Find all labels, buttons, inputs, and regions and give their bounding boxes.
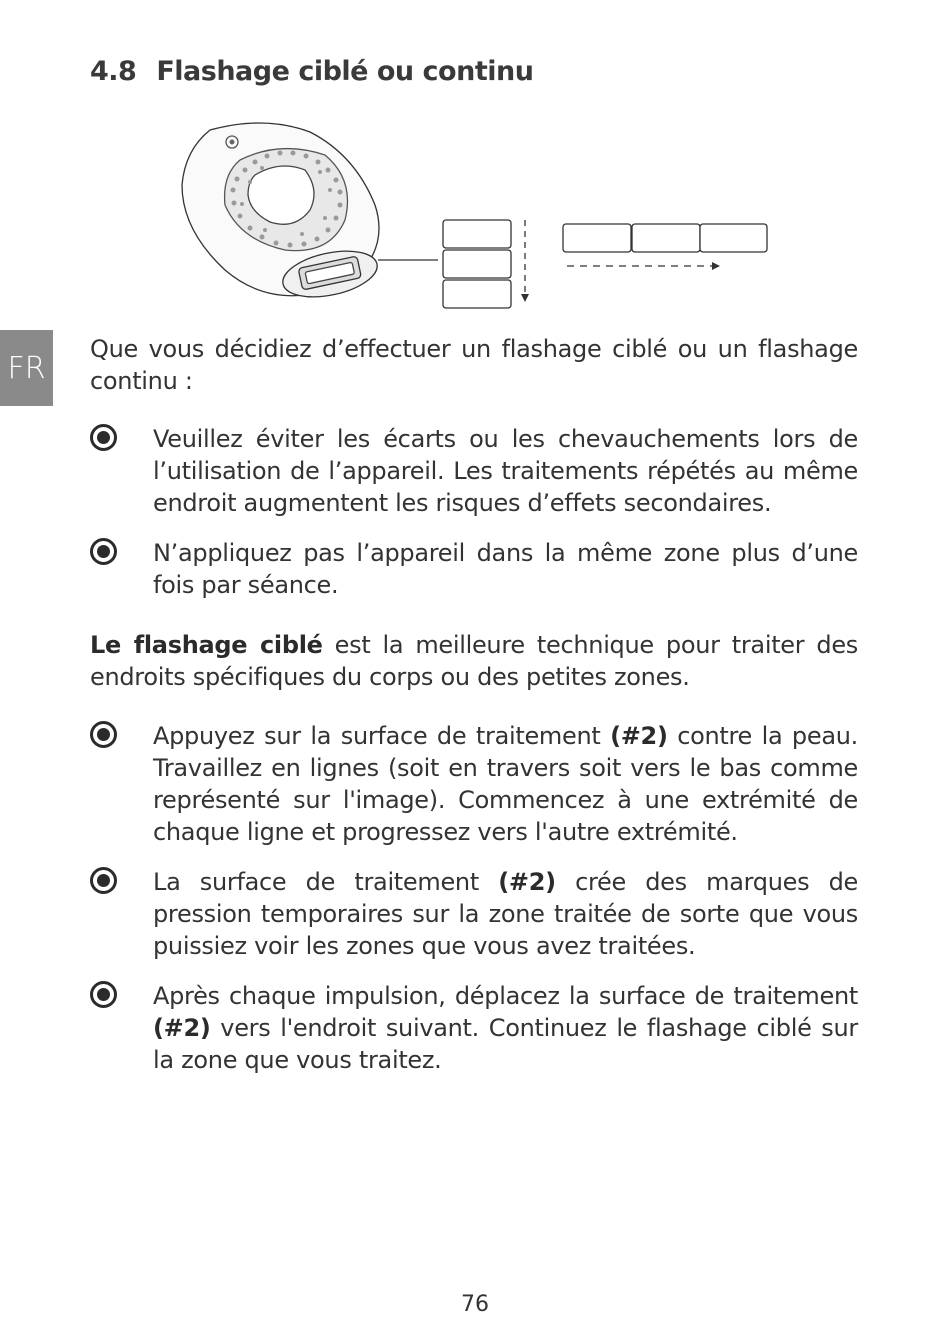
section-heading	[90, 56, 533, 87]
warning-text: N’appliquez pas l’appareil dans la même zone plus d’une fois par séance.	[153, 539, 858, 599]
right-arrow	[567, 262, 720, 270]
step-text: Après chaque impulsion, déplacez la surface de traitement (#2) vers l'endroit suivant. Continuez le flashage ciblé sur la zone que vous traitez.	[153, 982, 858, 1074]
warning-text: Veuillez éviter les écarts ou les chevauchements lors de l’utilisation de l’appareil. Les traitements répétés au même endroit augmentent les risques d’effets secondaires.	[153, 425, 858, 517]
step-text: Appuyez sur la surface de traitement (#2) contre la peau. Travaillez en lignes (soit en travers soit vers le bas comme représenté sur l'image). Commencez à une extrémité de chaque ligne et progressez vers l'autre extrémité.	[153, 722, 858, 846]
section-number: 4.8	[90, 56, 137, 87]
target-bullet-icon	[90, 867, 117, 894]
targeted-flash-term: Le flashage ciblé	[90, 631, 323, 659]
horizontal-flash-zones	[563, 224, 767, 252]
device-drawing	[182, 123, 438, 305]
warning-item	[90, 423, 858, 519]
language-tab: FR	[0, 330, 53, 406]
vertical-flash-zones	[443, 220, 511, 308]
part-reference: (#2)	[153, 1014, 211, 1042]
warning-item	[90, 537, 858, 601]
step-item	[90, 866, 858, 962]
targeted-flash-paragraph	[90, 629, 858, 693]
down-arrow	[521, 220, 529, 302]
step-item	[90, 720, 858, 848]
part-reference: (#2)	[610, 722, 668, 750]
target-bullet-icon	[90, 424, 117, 451]
device-illustration	[170, 110, 790, 320]
section-title: Flashage ciblé ou continu	[156, 56, 534, 87]
target-bullet-icon	[90, 538, 117, 565]
step-item	[90, 980, 858, 1076]
part-reference: (#2)	[498, 868, 556, 896]
step-text: La surface de traitement (#2) crée des marques de pression temporaires sur la zone traitée de sorte que vous puissiez voir les zones que vous avez traitées.	[153, 868, 858, 960]
targeted-flash-description: est la meilleure technique pour traiter des endroits spécifiques du corps ou des petites zones.	[90, 631, 858, 691]
target-bullet-icon	[90, 721, 117, 748]
target-bullet-icon	[90, 981, 117, 1008]
intro-paragraph: Que vous décidiez d’effectuer un flashage ciblé ou un flashage continu :	[90, 335, 858, 395]
page-number: 76	[461, 1292, 489, 1317]
